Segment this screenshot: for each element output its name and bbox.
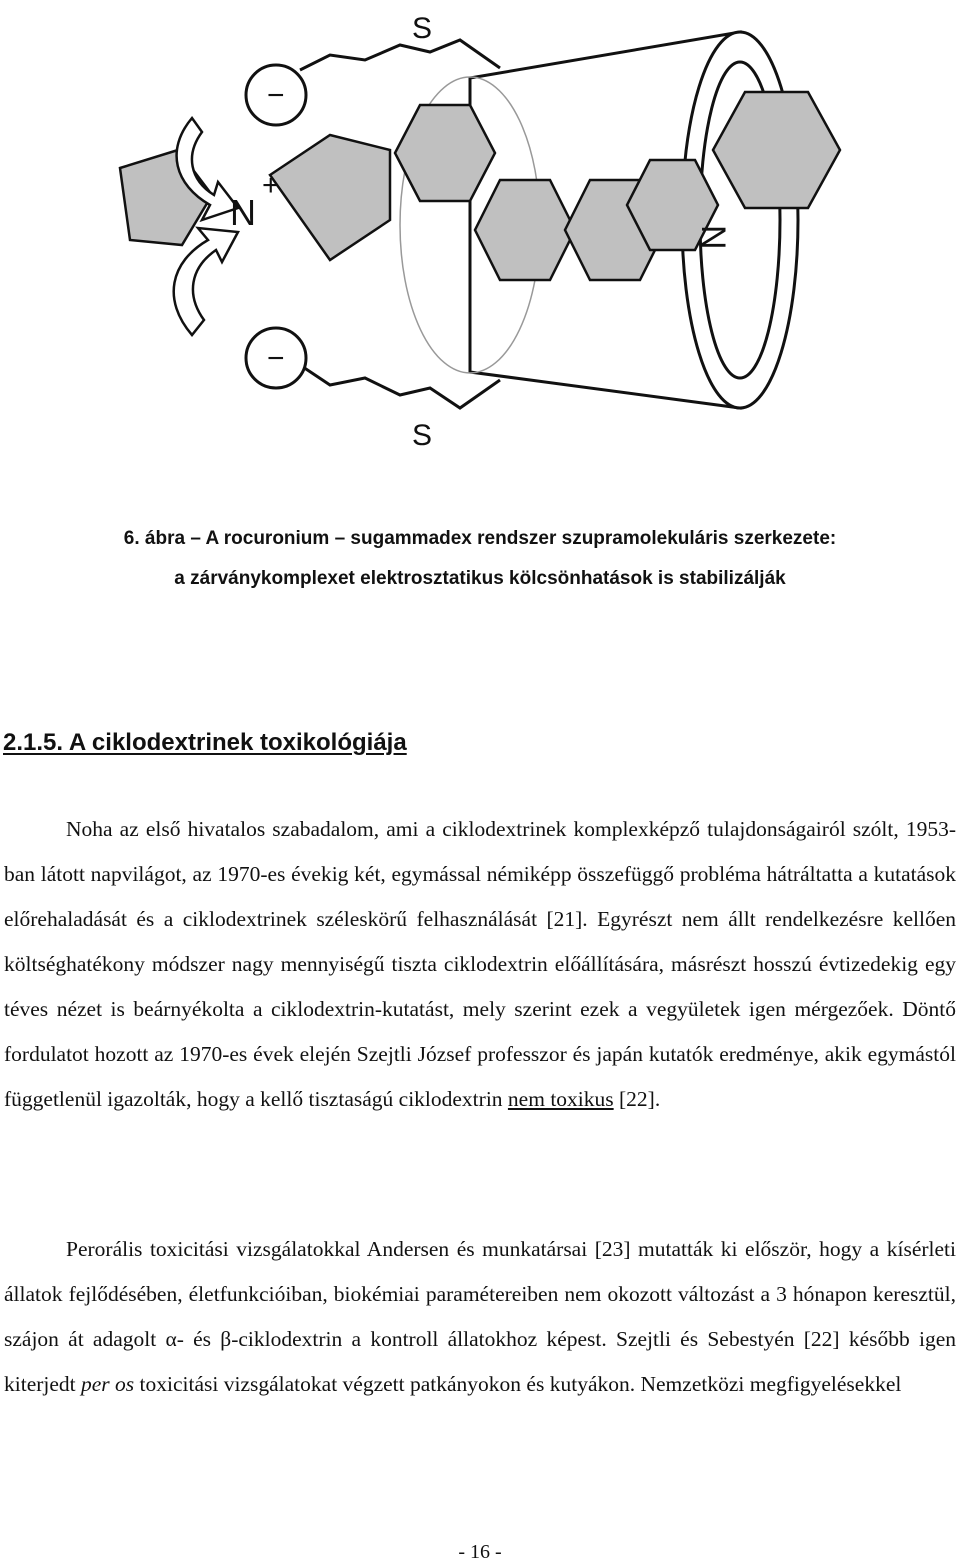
paragraph-2-text-end: toxicitási vizsgálatokat végzett patkányokon és kutyákon. Nemzetközi megfigyelésekkel <box>134 1372 902 1396</box>
page-number: - 16 - <box>458 1541 502 1563</box>
paragraph-1 <box>4 807 956 1122</box>
minus-sign-top: − <box>267 79 285 112</box>
rocuronium-sugammadex-diagram <box>90 0 880 470</box>
ring-pentagon-right <box>270 135 390 260</box>
paragraph-2 <box>4 1227 956 1407</box>
sulfur-label-top: S <box>412 12 433 45</box>
section-heading: 2.1.5. A ciklodextrinek toxikológiája <box>3 729 407 756</box>
paragraph-1-text: Noha az első hivatalos szabadalom, ami a ciklodextrinek komplexképző tulajdonságairól szólt, 1953-ban látott napvilágot, az 1970-es évekig két, egymással némiképp összefüggő probléma hátráltatta a kutatások előrehaladását és a ciklodextrinek széleskörű felhasználását [21]. Egyrészt nem állt rendelkezésre kellően költséghatékony módszer nagy mennyiségű tiszta ciklodextrin előállítására, másrészt hosszú évtizedekig egy téves nézet is beárnyékolta a ciklodextrin-kutatást, mely szerint ezek a vegyületek igen mérgezőek. Döntő fordulatot hozott az 1970-es évek elején Szejtli József professzor és japán kutatók eredménye, akik egymástól függetlenül igazolták, hogy a kellő tisztaságú ciklodextrin <box>4 817 956 1111</box>
paragraph-2-italic: per os <box>81 1372 135 1396</box>
positive-charge-sign: + <box>262 169 280 202</box>
paragraph-1-underlined: nem toxikus <box>507 1087 614 1111</box>
paragraph-1-text-end: [22]. <box>613 1087 661 1111</box>
paragraph-2-text: Perorális toxicitási vizsgálatokkal Andersen és munkatársai [23] mutatták ki először, hogy a kísérleti állatok fejlődésében, életfunkcióiban, biokémiai paramétereiben nem okozott változást a 3 hónapon keresztül, szájon át adagolt α- és β-ciklodextrin a kontroll állatokhoz képest. Szejtli és Sebestyén [22] később igen kiterjedt <box>4 1237 956 1396</box>
nitrogen-inner-label: N <box>694 225 732 250</box>
thioether-chain-top <box>300 40 500 70</box>
minus-sign-bottom: − <box>267 342 285 375</box>
supramolecular-figure <box>90 0 880 470</box>
nitrogen-cation-label: N <box>230 192 256 233</box>
figure-caption-line1: 6. ábra – A rocuronium – sugammadex rendszer szupramolekuláris szerkezete: <box>123 528 837 549</box>
sulfur-label-bottom: S <box>412 419 433 452</box>
figure-caption-line2: a zárványkomplexet elektrosztatikus kölcsönhatások is stabilizálják <box>174 568 786 589</box>
